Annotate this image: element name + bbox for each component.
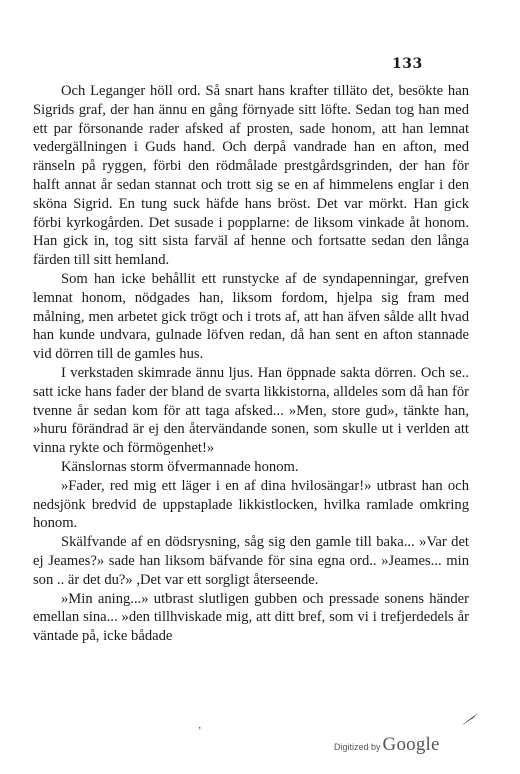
page-number: 133 (392, 56, 423, 72)
paragraph-5: »Fader, red mig ett läger i en af dina hvilosängar!» utbrast han och nedsjönk bredvid de uppstaplade likkistlocken, hvilka ramlade omkring honom. (33, 477, 469, 532)
google-logo-text: Google (382, 734, 440, 755)
paragraph-7: »Min aning...» utbrast slutligen gubben och pressade sonens händer emellan sina... »den tillhviskade mig, att ditt bref, som vi i trefjerdedels år väntade på, icke bådade (33, 590, 469, 645)
digitized-watermark (334, 734, 440, 756)
watermark-prefix: Digitized by (334, 742, 381, 752)
paragraph-2: Som han icke behållit ett runstycke af de syndapenningar, grefven lemnat honom, nödgades han, liksom fordom, hjelpa sig fram med målning, men arbetet gick trögt och i trots af, att han äfven sålde allt hvad han kunde undvara, gulnade löfven redan, då han sent en afton stannade vid dörren till de gamles hus. (33, 270, 469, 363)
stray-tick-mark: ʼ (198, 726, 202, 737)
paragraph-3: I verkstaden skimrade ännu ljus. Han öppnade sakta dörren. Och se.. satt icke hans fader der bland de svarta likkistorna, alldeles som då han för tvenne år sedan kom för att taga afsked... »Men, store gud», tänkte han, »huru förändrad är ej den återvändande sonen, som skulle ut i verlden att vinna rykte och förmögenhet!» (33, 364, 469, 457)
paragraph-6: Skälfvande af en dödsrysning, såg sig den gamle till baka... »Var det ej Jeames?» sade han liksom bäfvande för sina egna ord.. »Jeames... min son .. är det du?» ,Det var ett sorgligt återseende. (33, 534, 469, 588)
paragraph-4: Känslornas storm öfvermannade honom. (61, 458, 299, 475)
paragraph-1: Och Leganger höll ord. Så snart hans krafter tilläto det, besökte han Sigrids graf, der han ännu en gång förnyade sitt löfte. Sedan tog han med ett par försonande rader afsked af prosten, sade honom, att han lemnat vedergällningen i Guds hand. Och derpå vandrade han en afton, med ränseln på ryggen, förbi den rödmålade prestgårdsgrinden, der han för halft annat år sedan stannat och trott sig se en af himmelens englar i den sköna Sigrid. En tung suck häfde hans bröst. Det var mörkt. Han gick förbi kyrkogården. Det susade i popplarne: de liksom vinkade åt honom. Han gick in, tog sitt sista farväl af henne och fortsatte sedan den långa färden till sitt hemland. (33, 83, 469, 269)
quill-mark-icon (461, 712, 479, 726)
body-text (33, 82, 469, 646)
